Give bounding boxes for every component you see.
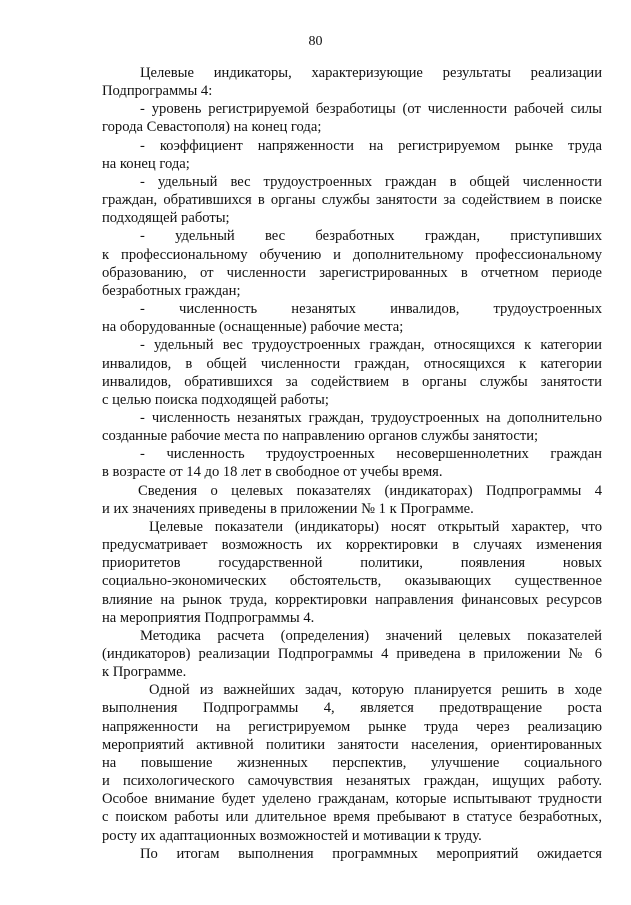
text-line: - удельный вес трудоустроенных граждан в общей численности	[140, 173, 602, 190]
text-line: к Программе.	[102, 664, 187, 681]
text-line: Сведения о целевых показателях (индикаторах) Подпрограммы 4	[138, 482, 602, 499]
text-line: выполнения Подпрограммы 4, является предотвращение роста	[102, 700, 602, 717]
text-line: в возрасте от 14 до 18 лет в свободное от учебы время.	[102, 464, 443, 481]
text-line: мероприятий активной политики занятости населения, ориентированных	[102, 736, 602, 753]
text-line: к профессиональному обучению и дополнительному профессиональному	[102, 246, 602, 263]
text-line: (индикаторов) реализации Подпрограммы 4 приведена в приложении № 6	[102, 646, 602, 662]
text-line: граждан, обратившихся в органы службы занятости за содействием в поиске	[102, 192, 602, 209]
text-line: социально-экономических обстоятельств, оказывающих существенное	[102, 573, 602, 590]
text-line: созданные рабочие места по направлению органов службы занятости;	[102, 428, 539, 445]
text-line: с целью поиска подходящей работы;	[102, 391, 329, 408]
text-line: Особое внимание будет уделено гражданам, которые испытывают трудности	[102, 791, 602, 808]
text-line: Методика расчета (определения) значений целевых показателей	[140, 627, 602, 644]
text-line: - численность трудоустроенных несовершеннолетних граждан	[140, 446, 602, 463]
text-line: предусматривает возможность их корректировки в случаях изменения	[102, 537, 602, 554]
text-line: и психологического самочувствия незанятых граждан, ищущих работу.	[102, 773, 602, 790]
text-line: росту их адаптационных возможностей и мотивации к труду.	[102, 827, 482, 844]
text-line: По итогам выполнения программных мероприятий ожидается	[140, 845, 602, 862]
text-line: на повышение жизненных перспектив, улучшение социального	[102, 754, 602, 771]
text-line: - удельный вес трудоустроенных граждан, относящихся к категории	[140, 337, 602, 354]
page-number: 80	[308, 34, 323, 49]
text-line: с поиском работы или длительное время пребывают в статусе безработных,	[102, 809, 602, 826]
text-line: - численность незанятых инвалидов, трудоустроенных	[140, 301, 602, 318]
text-line: города Севастополя) на конец года;	[102, 119, 322, 136]
text-line: подходящей работы;	[102, 210, 230, 227]
text-line: инвалидов, обратившихся за содействием в органы службы занятости	[102, 373, 602, 390]
document-body	[102, 64, 602, 863]
text-line: напряженности на регистрируемом рынке труда через реализацию	[102, 718, 602, 735]
text-line: безработных граждан;	[102, 282, 241, 299]
text-line: Целевые индикаторы, характеризующие результаты реализации	[140, 65, 602, 81]
text-line: на мероприятия Подпрограммы 4.	[102, 609, 315, 626]
text-line: приоритетов государственной политики, появления новых	[102, 555, 602, 572]
text-line: - удельный вес безработных граждан, приступивших	[140, 228, 602, 245]
text-line: Одной из важнейших задач, которую планируется решить в ходе	[149, 682, 602, 699]
text-line: - численность незанятых граждан, трудоустроенных на дополнительно	[140, 409, 602, 426]
text-line: на оборудованные (оснащенные) рабочие места;	[102, 319, 404, 336]
text-line: Подпрограммы 4:	[102, 83, 213, 100]
text-line: и их значениях приведены в приложении № 1 к Программе.	[102, 500, 474, 517]
text-line: инвалидов, в общей численности граждан, относящихся к категории	[102, 355, 602, 372]
text-line: образованию, от численности зарегистрированных в отчетном периоде	[102, 264, 602, 281]
text-line: на конец года;	[102, 155, 190, 172]
text-line: - уровень регистрируемой безработицы (от численности рабочей силы	[140, 101, 602, 118]
text-line: - коэффициент напряженности на регистрируемом рынке труда	[140, 137, 602, 154]
text-line: влияние на рынок труда, корректировки направления финансовых ресурсов	[102, 591, 602, 608]
text-line: Целевые показатели (индикаторы) носят открытый характер, что	[149, 518, 602, 535]
